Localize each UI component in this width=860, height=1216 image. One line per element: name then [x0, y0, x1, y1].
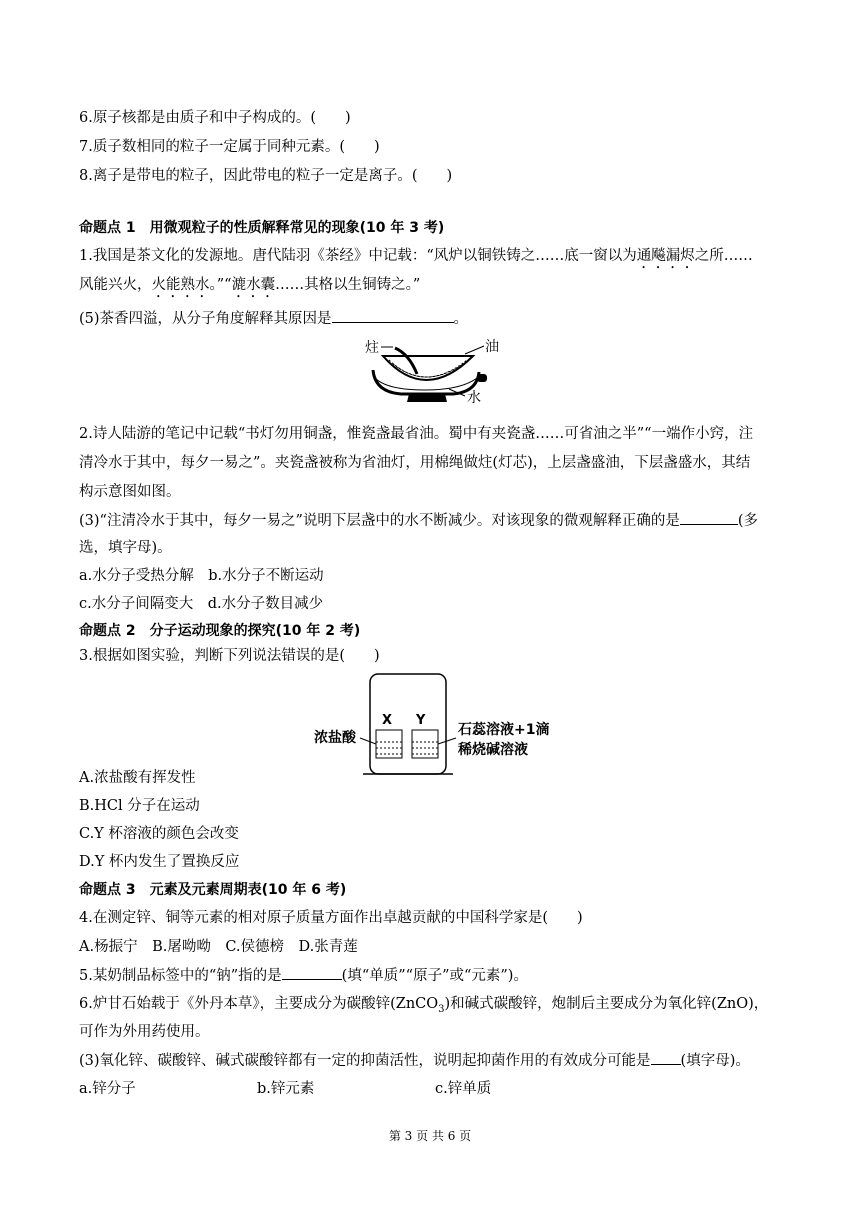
q3-stem: 3.根据如图实验，判断下列说法错误的是( ) [79, 648, 380, 664]
q2-sub3: (3)“注清冷水于其中，每夕一易之”说明下层盏中的水不断减少。对该现象的微观解释正确的是 (多 [79, 510, 758, 531]
answer-blank[interactable] [680, 510, 738, 525]
experiment-figure [308, 672, 568, 782]
answer-blank[interactable] [332, 308, 454, 323]
q2-line3: 构示意图如图。 [79, 484, 181, 500]
q6-option-b: b.锌元素 [257, 1081, 315, 1097]
q2-sub3-cont: 选，填字母)。 [79, 540, 172, 556]
label-y: Y [416, 713, 426, 728]
oil-lamp-figure [361, 334, 501, 406]
q6-option-a: a.锌分子 [79, 1081, 136, 1097]
q6-options [79, 1079, 491, 1099]
q6-sub3: (3)氧化锌、碳酸锌、碱式碳酸锌都有一定的抑菌活性，说明起抑菌作用的有效成分可能是 (填字母)。 [79, 1050, 750, 1071]
q1-line1: 1.我国是茶文化的发源地。唐代陆羽《茶经》中记载：“风炉以铜铁铸之……底一窗以为通飚漏烬之所…… [79, 248, 753, 264]
q5-stem: 5.某奶制品标签中的“钠”指的是 (填“单质”“原子”或“元素”)。 [79, 965, 528, 986]
q6-line2: 可作为外用药使用。 [79, 1024, 210, 1040]
label-shui: 水 [467, 390, 481, 406]
answer-blank[interactable] [651, 1050, 681, 1065]
q3-option-c: C.Y 杯溶液的颜色会改变 [79, 826, 239, 842]
judge-item-7: 7.质子数相同的粒子一定属于同种元素。( ) [79, 139, 380, 155]
topic1-heading: 命题点 1 用微观粒子的性质解释常见的现象(10 年 3 考) [79, 220, 445, 236]
topic2-heading: 命题点 2 分子运动现象的探究(10 年 2 考) [79, 623, 361, 639]
label-zhu: 炷 [365, 340, 379, 356]
label-x: X [382, 713, 393, 728]
q1-sub5: (5)茶香四溢，从分子角度解释其原因是 。 [79, 308, 468, 329]
label-naoh: 稀烧碱溶液 [458, 742, 528, 758]
q2-options-ab: a.水分子受热分解 b.水分子不断运动 [79, 568, 324, 584]
label-you: 油 [485, 339, 499, 355]
q4-options: A.杨振宁 B.屠呦呦 C.侯德榜 D.张青莲 [79, 939, 358, 955]
q1-line2: 风能兴火，火能熟水。”“漉水囊……其格以生铜铸之。” [79, 277, 421, 293]
page-footer: 第 3 页 共 6 页 [388, 1129, 472, 1143]
q6-line1: 6.炉甘石始载于《外丹本草》，主要成分为碳酸锌(ZnCO$_3$)和碱式碳酸锌，炮制后主要成分为氧化锌(ZnO)， [79, 996, 769, 1015]
q2-line1: 2.诗人陆游的笔记中记载“书灯勿用铜盏，惟瓷盏最省油。蜀中有夹瓷盏……可省油之半”“一端作小窍，注 [79, 426, 754, 442]
answer-blank[interactable] [282, 965, 342, 980]
q3-option-a: A.浓盐酸有挥发性 [79, 770, 196, 786]
judge-item-6: 6.原子核都是由质子和中子构成的。( ) [79, 110, 351, 126]
q2-line2: 清冷水于其中，每夕一易之”。夹瓷盏被称为省油灯，用棉绳做炷(灯芯)，上层盏盛油，下层盏盛水，其结 [79, 455, 751, 471]
q3-option-d: D.Y 杯内发生了置换反应 [79, 854, 240, 870]
q6-option-c: c.锌单质 [435, 1081, 492, 1097]
q4-stem: 4.在测定锌、铜等元素的相对原子质量方面作出卓越贡献的中国科学家是( ) [79, 910, 583, 926]
label-hcl: 浓盐酸 [314, 730, 356, 746]
label-litmus: 石蕊溶液+1滴 [458, 722, 550, 738]
q2-options-cd: c.水分子间隔变大 d.水分子数目减少 [79, 596, 324, 612]
q3-option-b: B.HCl 分子在运动 [79, 798, 200, 814]
judge-item-8: 8.离子是带电的粒子，因此带电的粒子一定是离子。( ) [79, 168, 453, 184]
topic3-heading: 命题点 3 元素及元素周期表(10 年 6 考) [79, 882, 347, 898]
